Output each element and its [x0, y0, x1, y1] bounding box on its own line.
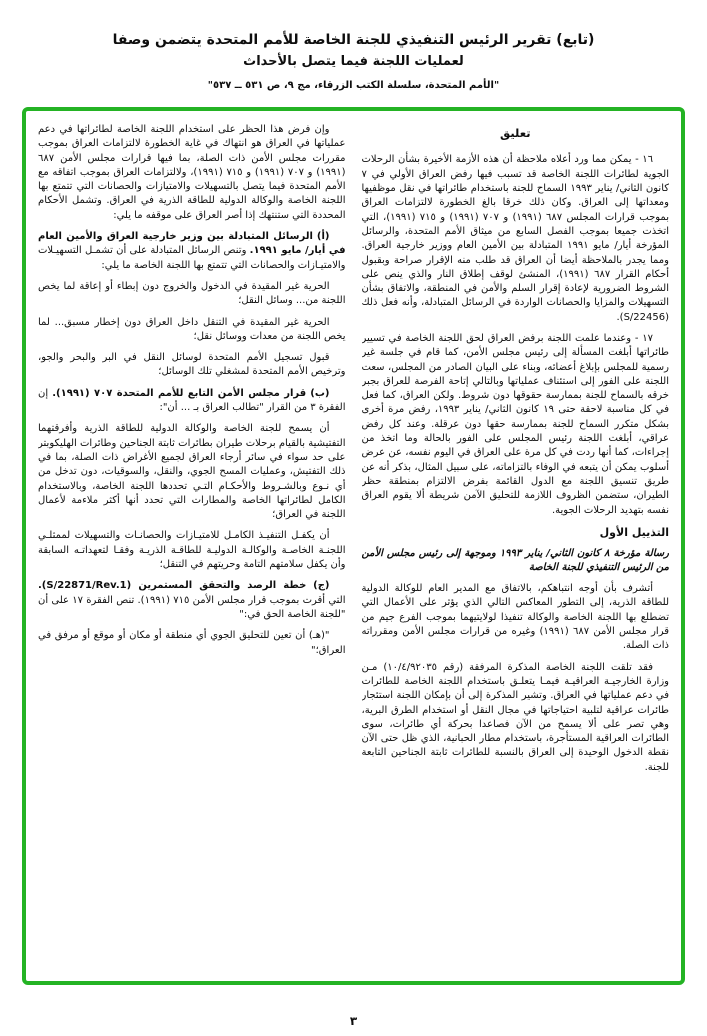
- paragraph-16: ١٦ - يمكن مما ورد أعلاه ملاحظة أن هذه الأزمة الأخيرة بشأن الرحلات الجوية لطائرات اللجنة الخاصة قد تسبب فيها رفض العراق الأولي في ٧ كانون الثاني/ يناير ١٩٩٣ السماح للجنة باستخدام طائراتها في نقل موظفيها ومعداتها إلى العراق. وكان ذلك خرقا بالغ الخطورة لالتزامات العراق بموجب قرارات المجلس ٦٨٧ (١٩٩١) و ٧٠٧ (١٩٩١) و ٧١٥ (١٩٩١)، التي اتخذت جميعا بموجب الفصل السابع من ميثاق الأمم المتحدة، والرسائل المؤرخة أيار/ مايو ١٩٩١ المتبادلة بين الأمين العام ووزير خارجية العراق. ومما يجدر بالملاحظة أيضا أن العراق قد طلب منه الإقرار صراحة وبقبول أحكام القرار ٦٨٧ (١٩٩١)، المنشئ لوقف إطلاق النار والذي ينص على الشروط الضرورية لإعادة إقرار السلم والأمن في المنطقة، والاتفاق بشأن التسهيلات والمزايا والحصانات الواردة في الرسائل المتبادلة، وأنه فعل ذلك (S/22456).: [361, 154, 669, 323]
- left-column: [38, 123, 346, 973]
- appendix-paragraph-1: أتشرف بأن أوجه انتباهكم، بالاتفاق مع المدير العام للوكالة الدولية للطاقة الذرية، إلى التطور المعاكس التالي الذي يؤثر على الأعمال التي تضطلع بها اللجنة الخاصة والوكالة تنفيذا لولايتيهما بموجب الفرع جيم من قرار مجلس الأمن ٦٨٧ (١٩٩١) وغيره من قرارات مجلس الأمن ومقرراته ذات الصلة.: [361, 583, 669, 652]
- item-c-text: التي أقرت بموجب قرار مجلس الأمن ٧١٥ (١٩٩١). تنص الفقرة ١٧ على أن "للجنة الخاصة الحق في:": [38, 594, 346, 620]
- item-c: [38, 579, 346, 622]
- header-source-citation: "الأمم المتحدة، سلسلة الكتب الزرقاء، مج ٩، ص ٥٣١ ــ ٥٣٧": [207, 80, 500, 91]
- item-b-label: (ب): [310, 387, 330, 399]
- appendix-paragraph-2: فقد تلقت اللجنة الخاصة المذكرة المرفقة (رقم ١٠/٤/٩٢٠٣٥) مـن وزارة الخارجيـة العراقيـة فيمـا يتعلـق باستخدام اللجنة الخاصة للطائرات في دعم عملياتها في العراق. وتشير المذكرة إلى أن بإمكان اللجنة استئجار طائرات عراقية لتلبية احتياجاتها في مجال النقل أو استخدام الطرق البرية، وهي تصر على ألا يسمح من الآن فصاعدا بحركة أي طائرات، سوى الطائرات العراقية المستأجرة، باستخدام مطار الحبانية، الذي ظل حتى الآن نقطة الدخول الوحيدة إلى العراق بالنسبة للطائرات ثابتة الجناحين التابعة للجنة.: [361, 661, 669, 773]
- item-c-lead: خطة الرصد والتحقق المستمرين (S/22871/Rev.1).: [38, 580, 307, 592]
- document-header: [22, 30, 685, 91]
- privilege-bullet-2: الحرية غير المقيدة في التنقل داخل العراق دون إخطار مسبق... لما يخص اللجنة من معدات ووسائل نقل؛: [38, 316, 346, 342]
- paragraph-17: ١٧ - وعندما علمت اللجنة برفض العراق لحق اللجنة الخاصة في تسيير طائراتها أبلغت المسألة إلى رئيس مجلس الأمن، كما قام في جلسة غير رسمية للمجلس بإبلاغ أعضائه، وبناء على البيان الصادر من المجلس، سعت اللجنة على الفور إلى استئناف عملياتها وبالتالي إتاحة الفرصة للعراق بجبر خرقه بالسماح للجنة بممارسة حقوقها دون شروط. ولكن العراق، كما فعل في كل مناسبة لاحقة حتى ١٩ كانون الثاني/ يناير ١٩٩٣، رفض مرة أخرى بشكل متكرر السماح للجنة بممارسة حقها دون عرقلة. وعند كل رفض عراقي، أبلغت اللجنة رئيس المجلس على الفور بالحالة وما اتخذ من إجراءات، كما أنها ردت في كل مرة على العراق في اليوم نفسه، عن عرض أسلوب يمكن أن يتبعه في الوفاء بالتزاماته، على سبيل المثال، بذكر أنه عن طريق تنسيق اللجنة مع الدول القائمة بفرض الالتزام بمنطقة حظر الطيران، ستضمن الظروف اللازمة للتحليق الآمن شريطة ألا يقوم العراق نفسه بتهديد الرحلات الجوية.: [361, 333, 669, 516]
- privilege-bullet-3: قبول تسجيل الأمم المتحدة لوسائل النقل في البر والبحر والجو، وترخيص الأمم المتحدة لمشغلي تلك الوسائل؛: [38, 352, 346, 378]
- item-a-label: (أ): [316, 231, 330, 243]
- item-a: [38, 230, 346, 273]
- item-b-text: إن الفقرة ٣ من القرار "تطالب العراق بـ ... أن":: [38, 387, 346, 414]
- resolution-subitem-1: أن يسمح للجنة الخاصة والوكالة الدولية للطاقة الذرية وأفرقتهما التفتيشية بالقيام برحلات طيران بطائرات ثابتة الجناحين وطائرات الهليكوبتر على حد سواء في سائر أرجاء العراق لجميع الأغراض ذات الصلة، بما في ذلك التفتيش، وعمليات المسح الجوي، والنقل، والسوقيات، دون تدخل من أي نـوع وبالشـروط والأحكـام التـي تحددها اللجنة الخاصة، وبالاستخدام الكامل لطائراتها الخاصة والمطارات التي تحدد أنها أكثر ملاءمة لأعمال اللجنة في العراق؛: [38, 423, 346, 521]
- comment-heading: تعليق: [499, 126, 531, 140]
- green-highlight-frame: [22, 107, 685, 985]
- item-b-lead: قرار مجلس الأمن التابع للأمم المتحدة ٧٠٧ (١٩٩١).: [52, 387, 307, 399]
- resolution-subitem-2: أن يكفـل التنفيـذ الكامـل للامتيـازات والحصانـات والتسهيلات لممثلـي اللجنـة الخاصـة والوكالـة الدوليـة للطاقـة الذريـة وفقـا لتعهداتـه السابقة وأن يكفل سلامتهم التامة وحريتهم في التنقل؛: [38, 530, 346, 571]
- header-title-line2: لعمليات اللجنة فيما يتصل بالأحداث: [243, 54, 464, 69]
- appendix-title: رسالة مؤرخة ٨ كانون الثاني/ يناير ١٩٩٣ وموجهة إلى رئيس مجلس الأمن من الرئيس التنفيذي للجنة الخاصة: [361, 547, 669, 573]
- header-title-line1: (تابع) تقرير الرئيس التنفيذي للجنة الخاصة للأمم المتحدة يتضمن وصفا: [112, 32, 595, 48]
- privilege-bullet-1: الحرية غير المقيدة في الدخول والخروج دون إبطاء أو إعاقة لما يخص اللجنة من... وسائل النقل؛: [38, 280, 346, 307]
- right-column: [362, 123, 670, 973]
- item-a-text: وتنص الرسائل المتبادلة على أن تشمـل التسهيـلات والامتيـازات والحصانات التي تتمتع بها اللجنة الخاصة ما يلي:: [38, 245, 346, 271]
- appendix-heading: التذييل الأول: [599, 525, 669, 539]
- item-a-lead: الرسائل المتبادلة بين وزير خارجية العراق والأمين العام في أيار/ مايو ١٩٩١.: [38, 231, 346, 257]
- item-h-quote: "(هـ) أن تعين للتحليق الجوي أي منطقة أو مكان أو موقع أو مرفق في العراق؛": [38, 630, 346, 656]
- intro-paragraph: وإن فرض هذا الحظر على استخدام اللجنة الخاصة لطائراتها في دعم عملياتها في العراق هو انتهاك في غاية الخطورة لالتزامات العراق بموجب مقررات مجلس الأمن ذات الصلة، بما فيها قرارات مجلس الأمن ٦٨٧ (١٩٩١) و ٧٠٧ (١٩٩١) و ٧١٥ (١٩٩١)، ولالتزامات العراق بموجب اتفاقه مع الأمم المتحدة فيما يتصل بالتسهيلات والامتيازات والحصانات التي تتمتع بها اللجنة الخاصة والوكالة الدولية للطاقة الذرية في العراق. وتشمل الأحكام المحددة التي ستنتهك إذا أصر العراق على موقفه ما يلي:: [38, 124, 346, 221]
- page-number: ٣: [349, 1014, 358, 1028]
- item-b: [38, 387, 346, 416]
- item-c-label: (ج): [313, 580, 330, 592]
